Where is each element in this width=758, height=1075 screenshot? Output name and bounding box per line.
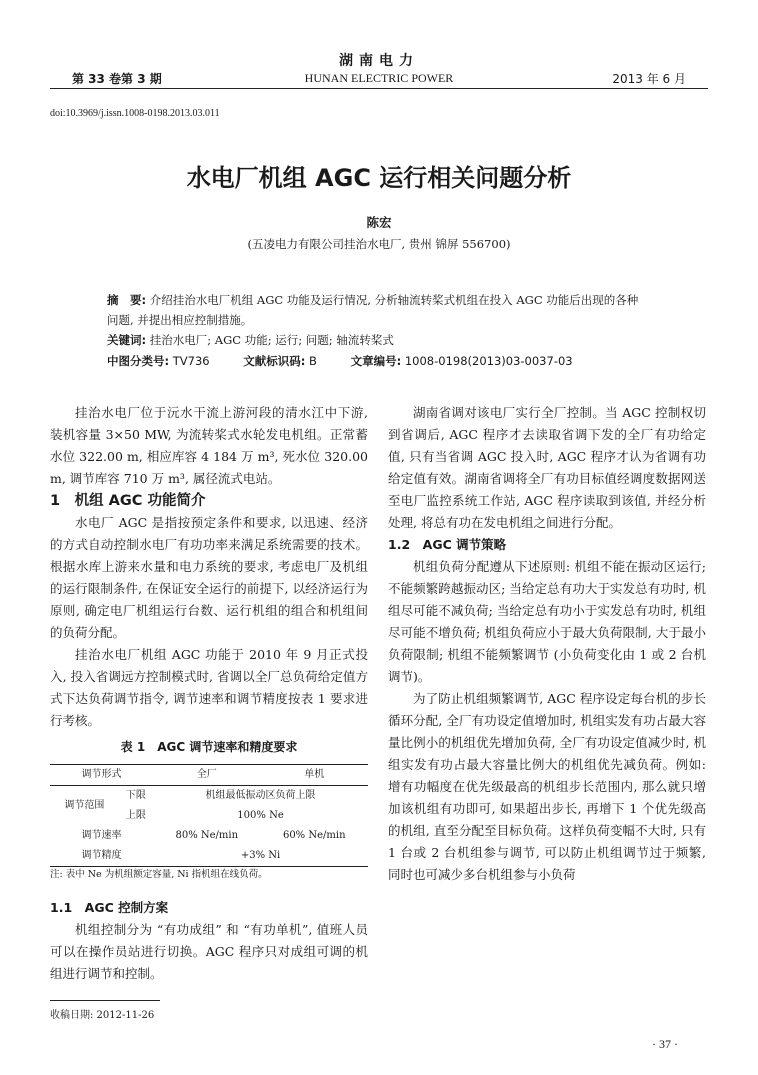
clc-value: TV736 [172, 354, 210, 368]
section-1-2-heading: 1.2 AGC 调节策略 [388, 537, 507, 552]
table-1 [50, 764, 368, 867]
table-cell: 调节精度 [50, 846, 153, 867]
table-1-caption: 表 1 AGC 调节速率和精度要求 [120, 740, 298, 754]
affiliation: (五凌电力有限公司挂治水电厂, 贵州 锦屏 556700) [247, 237, 511, 251]
page-number: · 37 · [652, 1037, 678, 1051]
table-cell: 上限 [125, 810, 146, 821]
table-cell: 下限 [125, 790, 146, 801]
volume-issue: 第 33 卷第 3 期 [72, 72, 162, 86]
section-1-paragraph-2: 挂治水电厂机组 AGC 功能于 2010 年 9 月正式投入, 投入省调远方控制模式时, 省调以全厂总负荷给定值方式下达负荷调节指令, 调节速率和调节精度按表 1 要求进行考核。 [50, 647, 368, 728]
doccode-value: B [309, 354, 317, 368]
article-no: 1008-0198(2013)03-0037-03 [404, 354, 573, 368]
table-cell: 80% Ne/min [175, 830, 239, 841]
header-rule [50, 88, 708, 89]
table-cell: 机组最低振动区负荷上限 [205, 790, 316, 801]
table-cell: 调节速率 [81, 830, 122, 841]
abstract-block [107, 290, 647, 350]
table-cell: 调节范围 [64, 800, 105, 811]
right-column [388, 402, 706, 886]
intro-paragraph: 挂治水电厂位于沅水干流上游河段的清水江中下游, 装机容量 3×50 MW, 为流转桨式水轮发电机组。正常蓄水位 322.00 m, 相应库容 4 184 万 m³, 死水位 320.00 m, 调节库容 710 万 m³, 属径流式电站。 [50, 405, 368, 486]
section-1-paragraph-1: 水电厂 AGC 是指按预定条件和要求, 以迅速、经济的方式自动控制水电厂有功功率来满足系统需要的技术。根据水库上游来水量和电力系统的要求, 考虑电厂及机组的运行限制条件, 在保证安全运行的前提下, 以经济运行为原则, 确定电厂机组运行台数、运行机组的组合和机组间的负荷分配。 [50, 515, 368, 640]
section-1-2-paragraph-2: 为了防止机组频繁调节, AGC 程序设定每台机的步长循环分配, 全厂有功设定值增加时, 机组实发有功占最大容量比例小的机组优先增加负荷, 全厂有功设定值减少时, 机组实发有功占最大容量比例大的机组优先减负荷。例如: 增有功幅度在优先级最高的机组步长范围内, 那么就只增加该机组有功即可, 如果超出步长, 再增下 1 个优先级高的机组, 直至分配至目标负荷。这样负荷变幅不大时, 只有 1 台或 2 台机组参与调节, 可以防止机组调节过于频繁, 同时也可减少多台机组参与小负荷 [388, 691, 706, 882]
keywords-label: 关键词: [107, 333, 147, 347]
doccode-label: 文献标识码: [243, 354, 306, 368]
section-1-1-heading: 1.1 AGC 控制方案 [50, 900, 169, 915]
clc-label: 中图分类号: [107, 354, 170, 368]
section-1-1-paragraph-2: 湖南省调对该电厂实行全厂控制。当 AGC 控制权切到省调后, AGC 程序才去读取省调下发的全厂有功给定值, 只有当省调 AGC 投入时, AGC 程序才认为省调有功给定值有效。湖南省调将全厂有功目标值经调度数据网送至电厂监控系统工作站, AGC 程序读取到该值, 并经分析处理, 将总有功在发电机组之间进行分配。 [388, 405, 706, 530]
section-1-1-paragraph-1: 机组控制分为 “有功成组” 和 “有功单机”, 值班人员可以在操作员站进行切换。AGC 程序只对成组可调的机组进行调节和控制。 [50, 922, 368, 981]
doi: doi:10.3969/j.issn.1008-0198.2013.03.011 [50, 108, 220, 119]
table-header-cell: 调节形式 [50, 765, 153, 786]
issue-date: 2013 年 6 月 [612, 72, 686, 86]
abstract-text: 介绍挂治水电厂机组 AGC 功能及运行情况, 分析轴流转桨式机组在投入 AGC 功能后出现的各种问题, 并提出相应控制措施。 [107, 293, 639, 327]
keywords: 挂治水电厂; AGC 功能; 运行; 问题; 轴流转桨式 [149, 333, 394, 347]
received-date: 收稿日期: 2012-11-26 [50, 1010, 155, 1021]
author: 陈宏 [366, 215, 392, 230]
left-column [50, 402, 368, 985]
table-header-cell: 全厂 [153, 765, 260, 786]
article-label: 文章编号: [350, 354, 402, 368]
classification-line [107, 353, 707, 369]
abstract-label: 摘 要: [107, 293, 147, 307]
table-cell: +3% Ni [153, 846, 368, 867]
table-cell: 60% Ne/min [282, 830, 346, 841]
section-1-2-paragraph-1: 机组负荷分配遵从下述原则: 机组不能在振动区运行; 不能频繁跨越振动区; 当给定总有功大于实发总有功时, 机组尽可能不减负荷; 当给定总有功小于实发总有功时, 机组尽可能不增负荷; 机组负荷应小于最大负荷限制, 大于最小负荷限制; 机组不能频繁调节 (小负荷变化由 1 或 2 台机调节)。 [388, 559, 706, 684]
paper-title: 水电厂机组 AGC 运行相关问题分析 [186, 164, 572, 192]
journal-name: 湖南电力 [339, 53, 419, 69]
table-header-cell: 单机 [261, 765, 369, 786]
table-1-note: 注: 表中 Ne 为机组额定容量, Ni 指机组在线负荷。 [50, 869, 268, 880]
section-1-heading: 1 机组 AGC 功能简介 [50, 493, 206, 509]
journal-name-en: HUNAN ELECTRIC POWER [304, 71, 454, 85]
table-cell: 100% Ne [237, 810, 284, 821]
footnote-rule [50, 1000, 160, 1001]
